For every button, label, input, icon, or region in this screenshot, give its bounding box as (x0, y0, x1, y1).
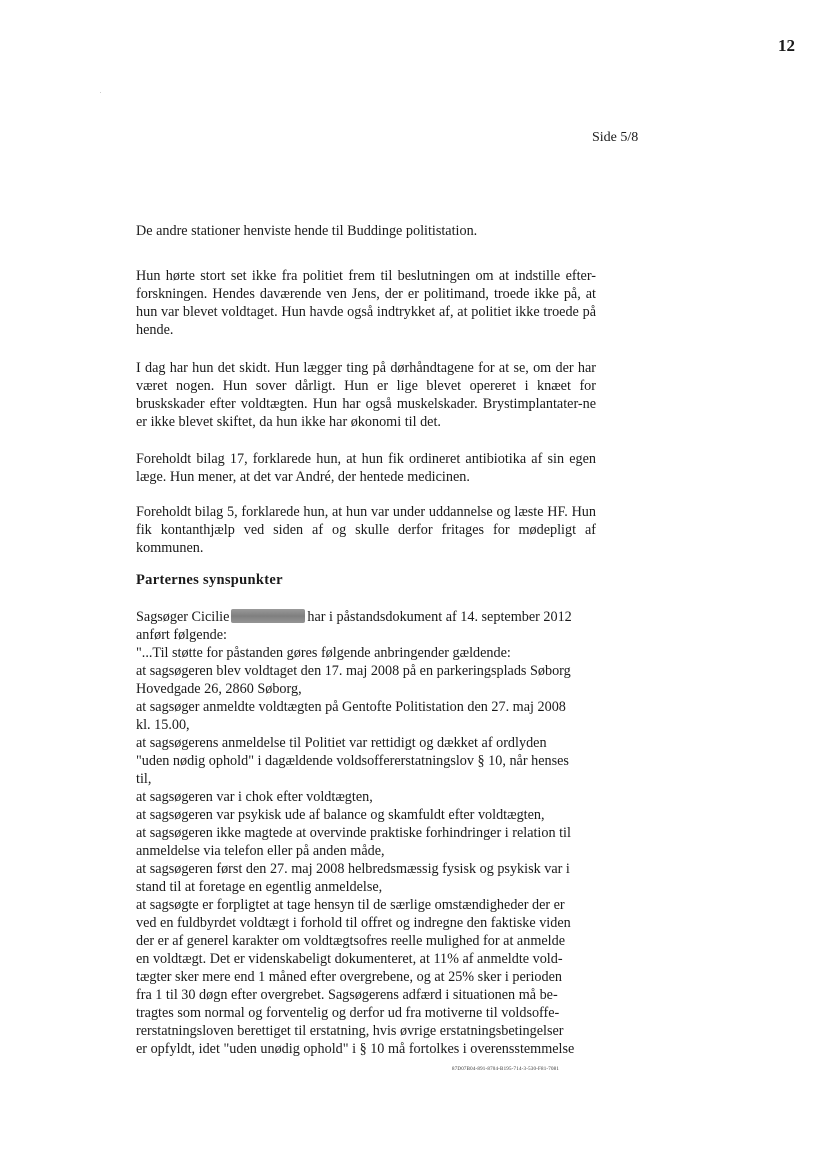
quote-line: at sagsøgeren var i chok efter voldtægten, (136, 789, 373, 805)
quote-line: anmeldelse via telefon eller på anden måde, (136, 843, 385, 859)
quote-line: tragtes som normal og forventelig og derfor ud fra motiverne til voldsoffe- (136, 1005, 560, 1021)
quote-line: at sagsøgte er forpligtet at tage hensyn til de særlige omstændigheder der er (136, 897, 565, 913)
paragraph-police-response: Hun hørte stort set ikke fra politiet frem til beslutningen om at indstille efter-forskningen. Hendes daværende ven Jens, der er politimand, troede ikke på, at hun var blevet voldtaget. Hun havde også indtrykket af, at politiet ikke troede på hende. (136, 268, 596, 338)
quote-line: "uden nødig ophold" i dagældende voldsoffererstatningslov § 10, når henses (136, 753, 569, 769)
quote-line: stand til at foretage en egentlig anmeldelse, (136, 879, 383, 895)
redacted-name (231, 609, 305, 623)
quote-line: rerstatningsloven berettiget til erstatning, hvis øvrige erstatningsbetingelser (136, 1023, 564, 1039)
paragraph-stations: De andre stationer henviste hende til Buddinge politistation. (136, 223, 478, 239)
quote-line: at sagsøger anmeldte voldtægten på Gentofte Politistation den 27. maj 2008 (136, 699, 566, 715)
quote-line: er opfyldt, idet "uden unødig ophold" i § 10 må fortolkes i overensstemmelse (136, 1041, 575, 1057)
footer-code: 87D07B04-891-8704-B195-714-3-530-F81-7081 (452, 1067, 560, 1072)
quote-line: fra 1 til 30 døgn efter overgrebet. Sagsøgerens adfærd i situationen må be- (136, 987, 558, 1003)
quote-line: at sagsøgeren var psykisk ude af balance og skamfuldt efter voldtægten, (136, 807, 545, 823)
quote-line: at sagsøgerens anmeldelse til Politiet var rettidigt og dækket af ordlyden (136, 735, 547, 751)
paragraph-bilag-17: Foreholdt bilag 17, forklarede hun, at hun fik ordineret antibiotika af sin egen læge. Hun mener, at det var André, der hentede medicinen. (136, 451, 596, 485)
quote-line: til, (136, 771, 152, 787)
side-label: Side 5/8 (592, 130, 639, 145)
quote-line: en voldtægt. Det er videnskabeligt dokumenteret, at 11% af anmeldte vold- (136, 951, 563, 967)
paragraph-current-state: I dag har hun det skidt. Hun lægger ting på dørhåndtagene for at se, om der har været nogen. Hun sover dårligt. Hun er lige blevet opereret i knæet for bruskskader efter voldtægten. Hun har også muskelskader. Brystimplantater-ne er ikke blevet skiftet, da hun ikke har økonomi til det. (136, 360, 596, 430)
paragraph-bilag-5: Foreholdt bilag 5, forklarede hun, at hun var under uddannelse og læste HF. Hun fik kontanthjælp ved siden af og skulle derfor fritages for mødepligt af kommunen. (136, 504, 596, 556)
quote-line: tægter sker mere end 1 måned efter overgrebene, og at 25% sker i perioden (136, 969, 562, 985)
quote-line: at sagsøgeren ikke magtede at overvinde praktiske forhindringer i relation til (136, 825, 571, 841)
quote-line: der er af generel karakter om voldtægtsofres reelle mulighed for at anmelde (136, 933, 565, 949)
plaintiff-statement: Sagsøger Cicilie har i påstandsdokument af 14. september 2012 anført følgende: "...Til støtte for påstanden gøres følgende anbringender gældende: at sagsøgeren blev voldtaget den 17. maj 2008 på en parkeringsplads Søborg Hovedgade 26, 2860 Søborg, at sagsøger anmeldte voldtægten på Gentofte Politistation den 27. maj 2008 kl. 15.00, at sagsøgerens anmeldelse til Politiet var rettidigt og dækket af ordlyden "uden nødig ophold" i dagældende voldsoffererstatningslov § 10, når henses til, at sagsøgeren var i chok efter voldtægten, at sagsøgeren var psykisk ude af balance og skamfuldt efter voldtægten, at sagsøgeren ikke magtede at overvinde praktiske forhindringer i relation til anmeldelse via telefon eller på anden måde, at sagsøgeren først den 27. maj 2008 helbredsmæssig fysisk og psykisk var i stand til at foretage en egentlig anmeldelse, at sagsøgte er forpligtet at tage hensyn til de særlige omstændigheder der er ved en fuldbyrdet voldtægt i forhold til offret og indregne den faktiske viden der er af generel karakter om voldtægtsofres reelle mulighed for at anmelde en voldtægt. Det er videnskabeligt dokumenteret, at 11% af anmeldte vold- tægter sker mere end 1 måned efter overgrebene, og at 25% sker i perioden fra 1 til 30 døgn efter overgrebet. Sagsøgerens adfærd i situationen må be- tragtes som normal og forventelig og derfor ud fra motiverne til voldsoffe- rerstatningsloven berettiget til erstatning, hvis øvrige erstatningsbetingelser er opfyldt, idet "uden unødig ophold" i § 10 må fortolkes i overensstemmelse (136, 608, 606, 1058)
quote-line: kl. 15.00, (136, 717, 190, 733)
scan-artifact (100, 92, 101, 93)
quote-line: at sagsøgeren blev voldtaget den 17. maj 2008 på en parkeringsplads Søborg (136, 663, 571, 679)
page-number: 12 (778, 36, 795, 55)
quote-line: Hovedgade 26, 2860 Søborg, (136, 681, 302, 697)
section-heading: Parternes synspunkter (136, 572, 283, 588)
quote-line: ved en fuldbyrdet voldtægt i forhold til offret og indregne den faktiske viden (136, 915, 571, 931)
plaintiff-line: Sagsøger Cicilie har i påstandsdokument af 14. september 2012 (136, 609, 572, 625)
quoted-arguments (136, 644, 606, 1058)
quote-line: "...Til støtte for påstanden gøres følgende anbringender gældende: (136, 645, 511, 661)
quote-line: at sagsøgeren først den 27. maj 2008 helbredsmæssig fysisk og psykisk var i (136, 861, 570, 877)
